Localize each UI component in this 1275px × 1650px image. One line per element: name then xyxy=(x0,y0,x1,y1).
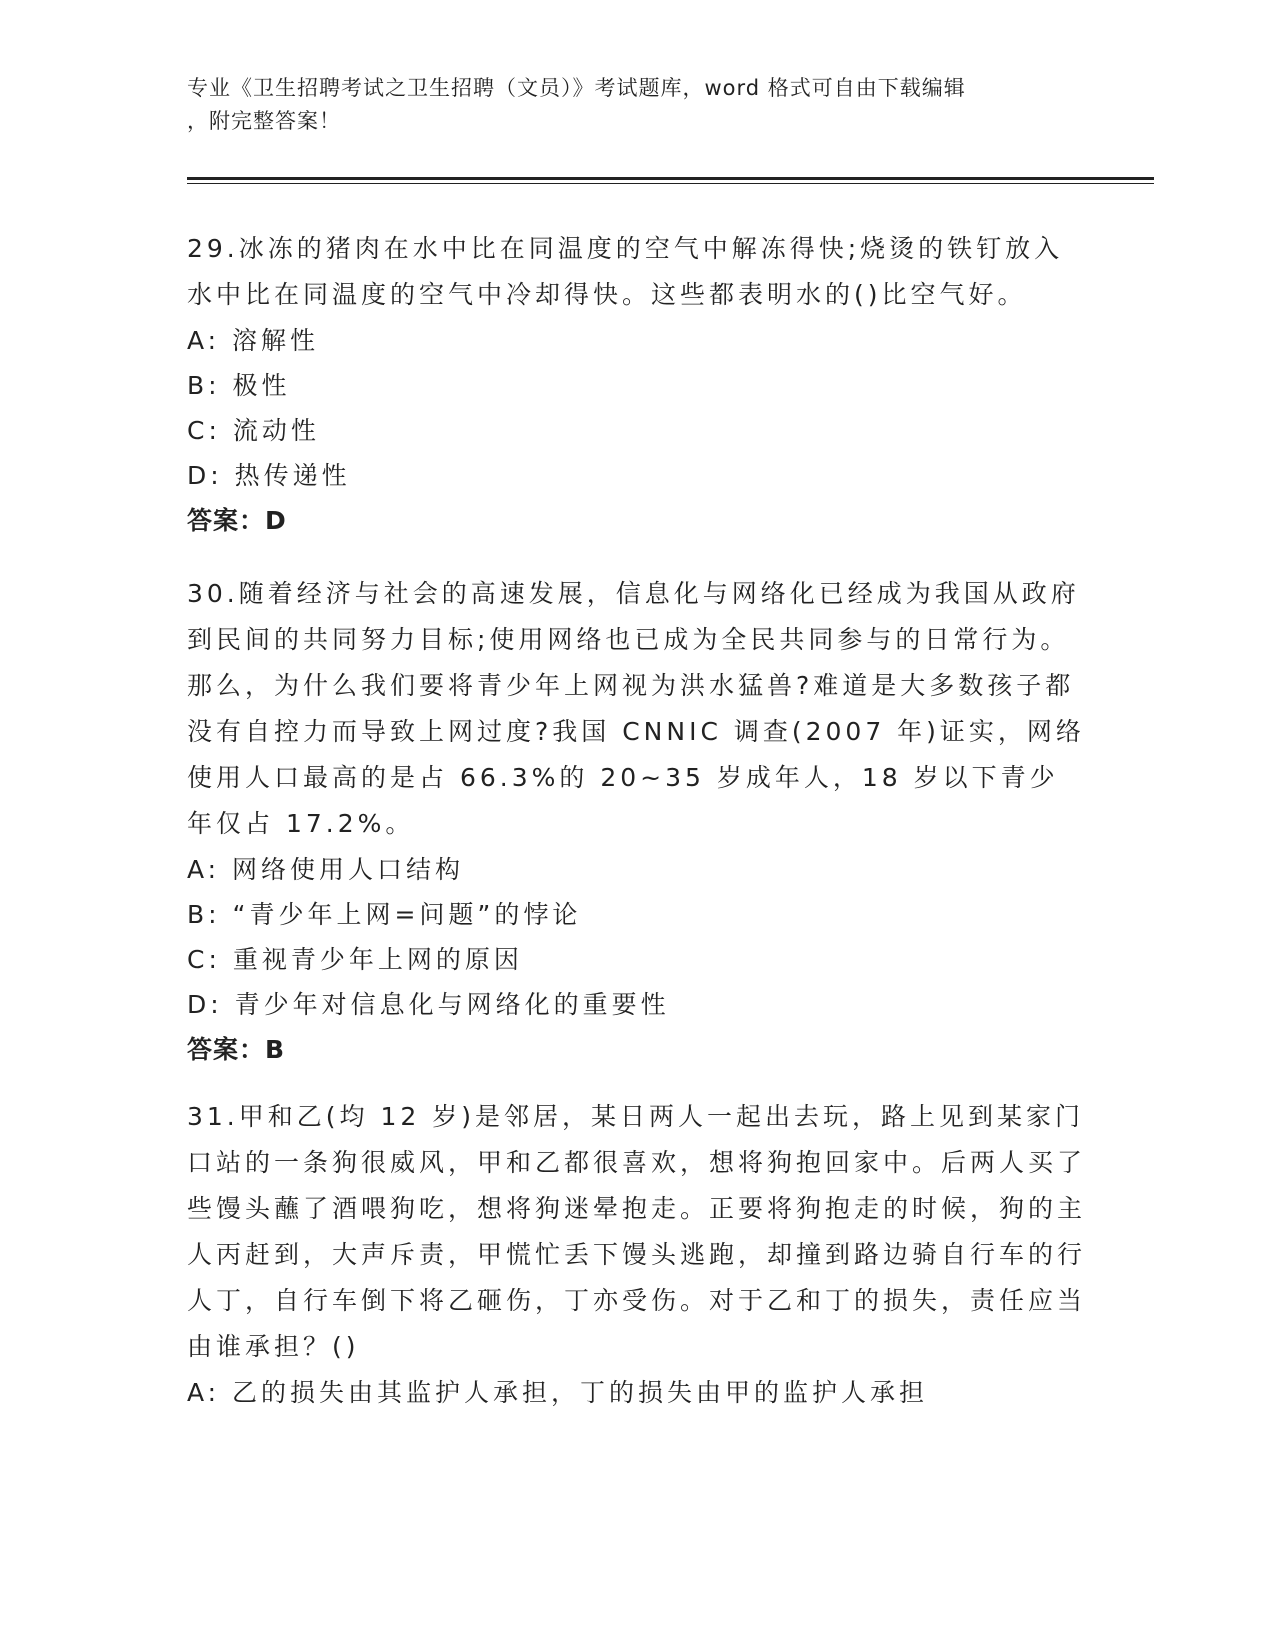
option-c: C: 流动性 xyxy=(187,416,320,445)
option-a: A: 溶解性 xyxy=(187,326,320,355)
option-b: B: 极性 xyxy=(187,371,291,400)
question-stem: 29.冰冻的猪肉在水中比在同温度的空气中解冻得快;烧烫的铁钉放入水中比在同温度的空气中冷却得快。这些都表明水的()比空气好。 xyxy=(187,234,1064,309)
document-header: 专业《卫生招聘考试之卫生招聘（文员）》考试题库，word 格式可自由下载编辑 ，附完整答案！ xyxy=(187,76,966,133)
answer: 答案：B xyxy=(187,1035,286,1064)
header-rule-thick xyxy=(187,177,1154,180)
option-d: D: 青少年对信息化与网络化的重要性 xyxy=(187,990,670,1019)
header-rule-thin xyxy=(187,183,1154,184)
option-b: B: “青少年上网=问题”的悖论 xyxy=(187,900,582,929)
question-30 xyxy=(187,571,1087,1072)
question-31 xyxy=(187,1094,1087,1415)
answer: 答案：D xyxy=(187,506,287,535)
option-d: D: 热传递性 xyxy=(187,461,351,490)
question-stem: 31.甲和乙(均 12 岁)是邻居，某日两人一起出去玩，路上见到某家门口站的一条狗很威风，甲和乙都很喜欢，想将狗抱回家中。后两人买了些馒头蘸了酒喂狗吃，想将狗迷晕抱走。正要将狗抱走的时候，狗的主人丙赶到，大声斥责，甲慌忙丢下馒头逃跑，却撞到路边骑自行车的行人丁，自行车倒下将乙砸伤，丁亦受伤。对于乙和丁的损失，责任应当由谁承担？() xyxy=(187,1102,1087,1361)
question-29 xyxy=(187,226,1087,543)
option-c: C: 重视青少年上网的原因 xyxy=(187,945,523,974)
option-a: A: 网络使用人口结构 xyxy=(187,855,465,884)
option-a: A: 乙的损失由其监护人承担，丁的损失由甲的监护人承担 xyxy=(187,1378,929,1407)
question-stem: 30.随着经济与社会的高速发展，信息化与网络化已经成为我国从政府到民间的共同努力目标;使用网络也已成为全民共同参与的日常行为。那么，为什么我们要将青少年上网视为洪水猛兽?难道是大多数孩子都没有自控力而导致上网过度?我国 CNNIC 调查(2007 年)证实，网络使用人口最高的是占 66.3%的 20~35 岁成年人，18 岁以下青少年仅占 17.2%。 xyxy=(187,579,1085,838)
